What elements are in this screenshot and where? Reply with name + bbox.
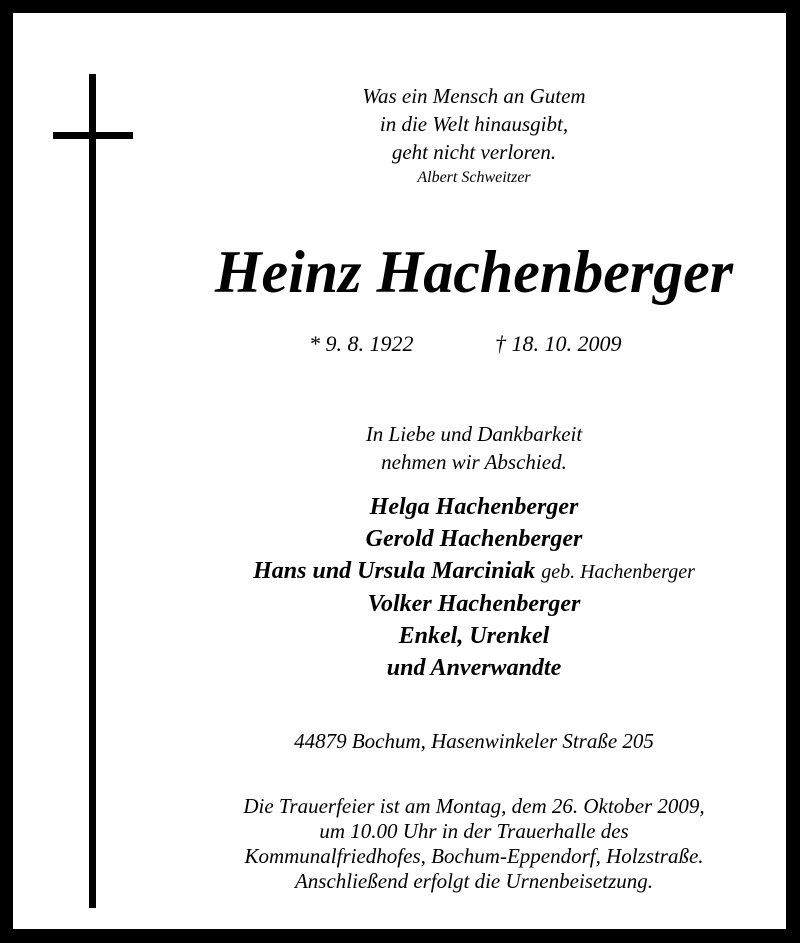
quote-block bbox=[174, 82, 774, 190]
death-date: † 18. 10. 2009 bbox=[495, 331, 622, 356]
family-address: 44879 Bochum, Hasenwinkeler Straße 205 bbox=[294, 729, 654, 753]
quote-line: in die Welt hinausgibt, bbox=[379, 112, 569, 136]
ceremony-line: Anschließend erfolgt die Urnenbeisetzung. bbox=[294, 869, 654, 893]
mourner-name: Enkel, Urenkel bbox=[398, 623, 550, 649]
mourner-name: Volker Hachenberger bbox=[367, 591, 581, 617]
mourners-list bbox=[174, 491, 774, 684]
condolence-line: nehmen wir Abschied. bbox=[381, 450, 567, 474]
ceremony-block bbox=[174, 794, 774, 894]
mourner-name: Gerold Hachenberger bbox=[365, 526, 583, 552]
deceased-name: Heinz Hachenberger bbox=[214, 239, 734, 305]
ceremony-line: Kommunalfriedhofes, Bochum-Eppendorf, Holzstraße. bbox=[244, 844, 704, 868]
cross-horizontal-beam bbox=[53, 132, 133, 139]
ceremony-line: Die Trauerfeier ist am Montag, dem 26. Oktober 2009, bbox=[243, 794, 705, 818]
birth-date: * 9. 8. 1922 bbox=[309, 331, 414, 356]
ceremony-line: um 10.00 Uhr in der Trauerhalle des bbox=[319, 819, 629, 843]
mourner-name: Helga Hachenberger bbox=[369, 494, 579, 520]
mourner-name: Hans und Ursula Marciniak bbox=[253, 558, 536, 584]
quote-line: geht nicht verloren. bbox=[391, 140, 557, 164]
cross-vertical-beam bbox=[89, 74, 96, 908]
mourner-entry bbox=[174, 555, 774, 588]
quote-line: Was ein Mensch an Gutem bbox=[362, 84, 586, 108]
maiden-name-note: geb. Hachenberger bbox=[541, 561, 695, 583]
mourner-name: und Anverwandte bbox=[386, 655, 562, 681]
condolence-block bbox=[174, 420, 774, 476]
condolence-line: In Liebe und Dankbarkeit bbox=[365, 422, 583, 446]
quote-author: Albert Schweitzer bbox=[417, 169, 531, 186]
